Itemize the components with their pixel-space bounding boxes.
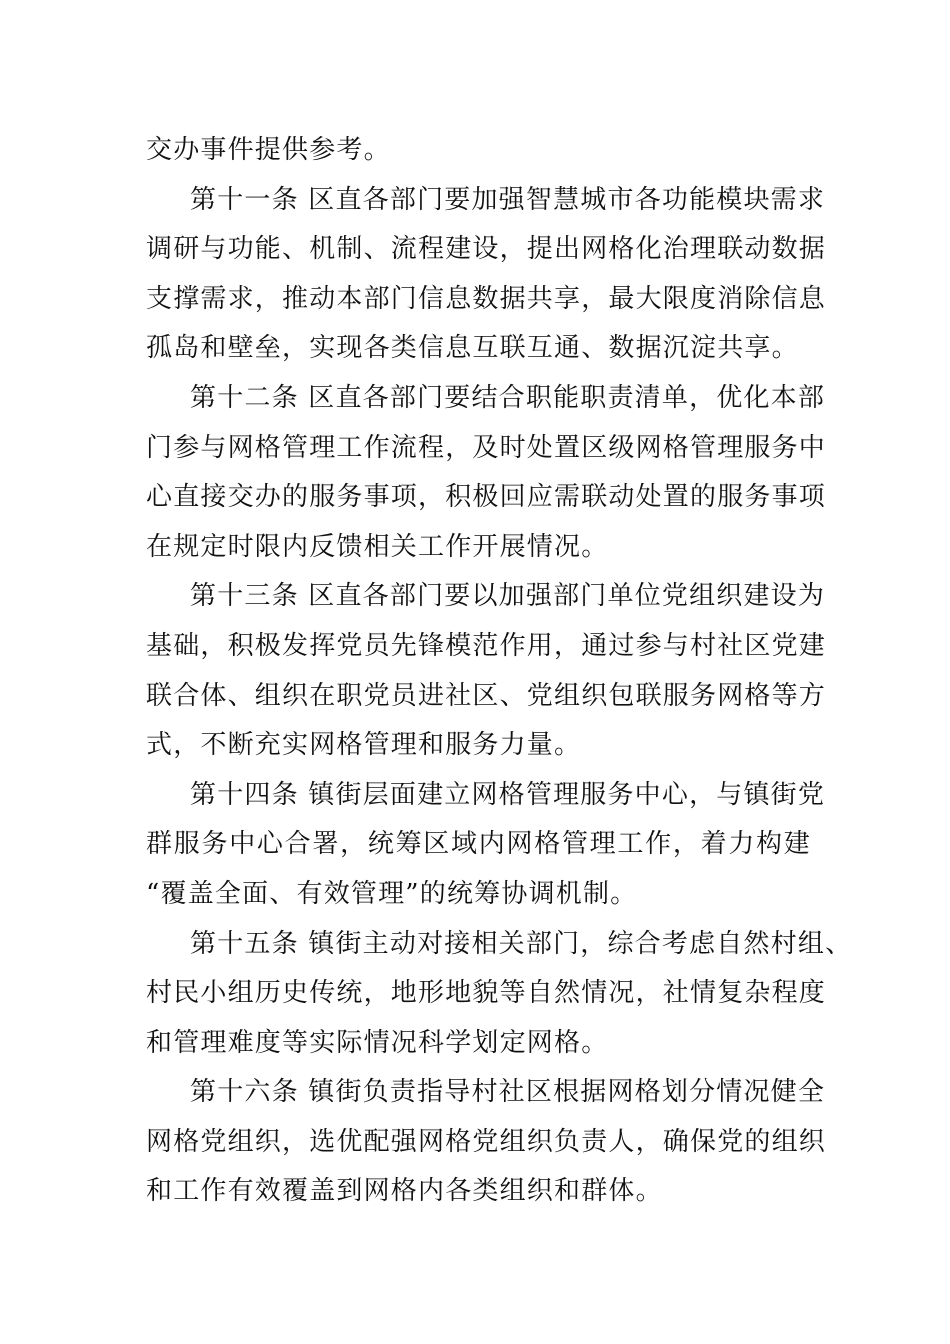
article-13-heading-line: 第十三条 区直各部门要以加强部门单位党组织建设为 bbox=[190, 581, 826, 612]
text-line: 基础，积极发挥党员先锋模范作用，通过参与村社区党建 bbox=[146, 630, 827, 661]
text-line: 和工作有效覆盖到网格内各类组织和群体。 bbox=[146, 1176, 663, 1207]
text-line: 心直接交办的服务事项，积极回应需联动处置的服务事项 bbox=[146, 482, 827, 513]
article-11-heading-line: 第十一条 区直各部门要加强智慧城市各功能模块需求 bbox=[190, 184, 826, 215]
text-line: 联合体、组织在职党员进社区、党组织包联服务网格等方 bbox=[146, 680, 827, 711]
document-body bbox=[146, 126, 853, 1217]
text-line: 支撑需求，推动本部门信息数据共享，最大限度消除信息 bbox=[146, 283, 827, 314]
text-line: 村民小组历史传统，地形地貌等自然情况，社情复杂程度 bbox=[146, 978, 827, 1009]
text-line: 网格党组织，选优配强网格党组织负责人，确保党的组织 bbox=[146, 1126, 827, 1157]
article-12-heading-line: 第十二条 区直各部门要结合职能职责清单，优化本部 bbox=[190, 382, 826, 413]
article-15-heading-line: 第十五条 镇街主动对接相关部门，综合考虑自然村组、 bbox=[190, 928, 853, 959]
text-line: 交办事件提供参考。 bbox=[146, 135, 391, 165]
article-16-heading-line: 第十六条 镇街负责指导村社区根据网格划分情况健全 bbox=[190, 1077, 826, 1108]
text-line: “覆盖全面、有效管理”的统筹协调机制。 bbox=[146, 878, 638, 909]
article-14-heading-line: 第十四条 镇街层面建立网格管理服务中心，与镇街党 bbox=[190, 779, 826, 810]
text-line: 门参与网格管理工作流程，及时处置区级网格管理服务中 bbox=[146, 432, 827, 463]
text-line: 在规定时限内反馈相关工作开展情况。 bbox=[146, 531, 609, 562]
text-line: 和管理难度等实际情况科学划定网格。 bbox=[146, 1027, 609, 1058]
text-line: 式，不断充实网格管理和服务力量。 bbox=[146, 730, 582, 761]
text-line: 调研与功能、机制、流程建设，提出网格化治理联动数据 bbox=[146, 234, 827, 265]
text-line: 孤岛和壁垒，实现各类信息互联互通、数据沉淀共享。 bbox=[146, 333, 799, 364]
text-line: 群服务中心合署，统筹区域内网格管理工作，着力构建 bbox=[146, 829, 811, 860]
